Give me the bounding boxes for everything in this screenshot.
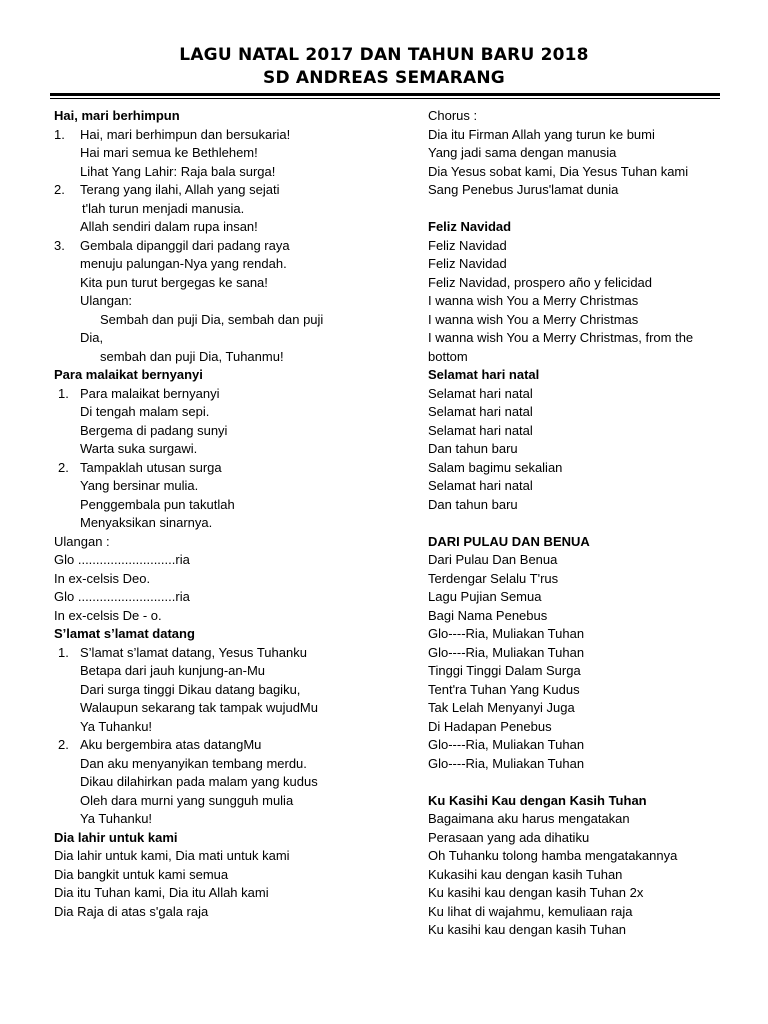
lyric-line: Ku kasihi kau dengan kasih Tuhan [428,922,627,937]
lyric-line: Dia Raja di atas s'gala raja [54,903,209,919]
right-column [428,107,728,940]
lyric-line [54,644,354,663]
spacer [428,200,728,219]
lyric-line [54,385,354,404]
lyric-text: S’lamat s’lamat datang, Yesus Tuhanku [80,644,307,660]
lyric-line: Dan tahun baru [428,496,518,512]
song-title: Hai, mari berhimpun [54,108,180,123]
lyric-line: I wanna wish You a Merry Christmas [428,311,639,327]
lyric-line: Terdengar Selalu T'rus [428,570,559,586]
lyric-line [54,459,354,478]
spacer [428,514,728,533]
lyric-line [54,126,354,145]
song-title: Ku Kasihi Kau dengan Kasih Tuhan [428,792,647,808]
title-rule-thin [50,98,720,99]
lyric-line: Feliz Navidad [428,237,507,253]
refrain-label: Ulangan : [54,533,110,549]
lyric-line: Penggembala pun takutlah [80,496,235,512]
lyric-line: Oleh dara murni yang sungguh mulia [80,792,294,808]
lyric-line: Di Hadapan Penebus [428,718,552,734]
lyric-line: Oh Tuhanku tolong hamba mengatakannya [428,848,678,863]
lyric-line: Glo----Ria, Muliakan Tuhan [428,644,585,660]
verse-number: 2. [54,182,65,197]
lyric-line [54,181,354,200]
document-title: LAGU NATAL 2017 DAN TAHUN BARU 2018 [179,45,589,65]
lyric-line: Dia bangkit untuk kami semua [54,866,229,882]
lyric-text: Terang yang ilahi, Allah yang sejati [80,182,280,197]
lyric-line: In ex-celsis Deo. [54,570,151,586]
song-title: Feliz Navidad [428,219,512,234]
lyric-line: Kita pun turut bergegas ke sana! [80,274,268,290]
verse-number: 2. [58,737,69,752]
lyric-line [54,237,354,256]
lyric-line: Menyaksikan sinarnya. [80,515,213,530]
lyric-line: Sang Penebus Jurus'lamat dunia [428,182,619,197]
lyric-line: Feliz Navidad [428,256,507,271]
lyric-line: Dia itu Tuhan kami, Dia itu Allah kami [54,885,269,900]
lyric-text: Gembala dipanggil dari padang raya [80,237,290,253]
lyric-line: Warta suka surgawi. [80,441,198,456]
lyric-line: Salam bagimu sekalian [428,459,563,475]
lyric-line: Ku lihat di wajahmu, kemuliaan raja [428,903,633,919]
song-title: DARI PULAU DAN BENUA [428,533,590,549]
lyric-line: Ya Tuhanku! [80,718,153,734]
lyric-line: Sembah dan puji Dia, sembah dan puji [100,311,324,327]
lyric-line: sembah dan puji Dia, Tuhanmu! [100,348,284,364]
document-subtitle: SD ANDREAS SEMARANG [263,68,505,88]
lyric-line: Glo----Ria, Muliakan Tuhan [428,626,585,641]
lyric-line: I wanna wish You a Merry Christmas, from the [428,330,694,345]
lyric-line: Kukasihi kau dengan kasih Tuhan [428,866,623,882]
lyric-line: Betapa dari jauh kunjung-an-Mu [80,663,266,678]
lyric-line: Selamat hari natal [428,385,533,401]
lyric-line: Lihat Yang Lahir: Raja bala surga! [80,163,276,179]
lyric-line: Tent'ra Tuhan Yang Kudus [428,681,580,697]
lyric-line: Glo ...........................ria [54,552,190,567]
lyric-line: Selamat hari natal [428,422,533,438]
lyric-line: Selamat hari natal [428,478,533,493]
lyric-line: Dikau dilahirkan pada malam yang kudus [80,774,318,789]
song-title: Dia lahir untuk kami [54,829,178,845]
verse-number: 3. [54,237,65,253]
lyric-line: Walaupun sekarang tak tampak wujudMu [80,700,318,715]
song-title: S’lamat s’lamat datang [54,626,195,641]
song-title: Selamat hari natal [428,367,540,382]
lyric-line: Dari Pulau Dan Benua [428,552,558,567]
lyric-line: bottom [428,348,468,364]
song-title: Para malaikat bernyanyi [54,367,203,382]
lyric-line: Yang jadi sama dengan manusia [428,145,617,160]
lyric-text: Tampaklah utusan surga [80,459,222,475]
lyric-line: I wanna wish You a Merry Christmas [428,293,639,308]
lyric-line: Tak Lelah Menyanyi Juga [428,700,575,715]
lyric-line: Tinggi Tinggi Dalam Surga [428,663,581,678]
lyric-line: Bagaimana aku harus mengatakan [428,811,630,826]
lyric-line: Ya Tuhanku! [80,811,153,826]
lyric-line: Glo ...........................ria [54,589,190,604]
lyric-line: Ku kasihi kau dengan kasih Tuhan 2x [428,885,644,900]
chorus-label: Chorus : [428,108,478,123]
lyric-line: menuju palungan-Nya yang rendah. [80,256,287,271]
verse-number: 2. [58,459,69,475]
lyric-line: Hai mari semua ke Bethlehem! [80,145,258,160]
spacer [428,773,728,792]
verse-number: 1. [58,385,69,401]
lyric-text: Hai, mari berhimpun dan bersukaria! [80,126,291,142]
lyric-line [54,736,354,755]
lyric-line: Dia Yesus sobat kami, Dia Yesus Tuhan kami [428,163,689,179]
lyric-line: Glo----Ria, Muliakan Tuhan [428,755,585,771]
lyric-line: Glo----Ria, Muliakan Tuhan [428,737,585,752]
lyric-line: Dia lahir untuk kami, Dia mati untuk kami [54,848,290,863]
lyric-line: Selamat hari natal [428,404,533,419]
lyric-line: Feliz Navidad, prospero año y felicidad [428,274,653,290]
lyric-line: Dari surga tinggi Dikau datang bagiku, [80,681,301,697]
lyric-line: Dia, [80,330,104,345]
lyric-line: Dia itu Firman Allah yang turun ke bumi [428,126,655,142]
lyric-line: Perasaan yang ada dihatiku [428,829,590,845]
lyric-line: Di tengah malam sepi. [80,404,210,419]
lyric-line: Yang bersinar mulia. [80,478,199,493]
lyric-line: Bagi Nama Penebus [428,607,548,623]
lyric-line: t'lah turun menjadi manusia. [82,200,245,216]
lyric-line: Bergema di padang sunyi [80,422,228,438]
lyric-line: Lagu Pujian Semua [428,589,542,604]
verse-number: 1. [54,126,65,142]
lyric-line: In ex-celsis De - o. [54,607,162,623]
lyric-text: Aku bergembira atas datangMu [80,737,262,752]
lyric-line: Dan aku menyanyikan tembang merdu. [80,755,307,771]
refrain-label: Ulangan: [80,293,133,308]
lyric-line: Allah sendiri dalam rupa insan! [80,219,258,234]
left-column [54,107,354,921]
title-rule-thick [50,93,720,96]
verse-number: 1. [58,644,69,660]
lyric-text: Para malaikat bernyanyi [80,385,220,401]
lyric-line: Dan tahun baru [428,441,518,456]
